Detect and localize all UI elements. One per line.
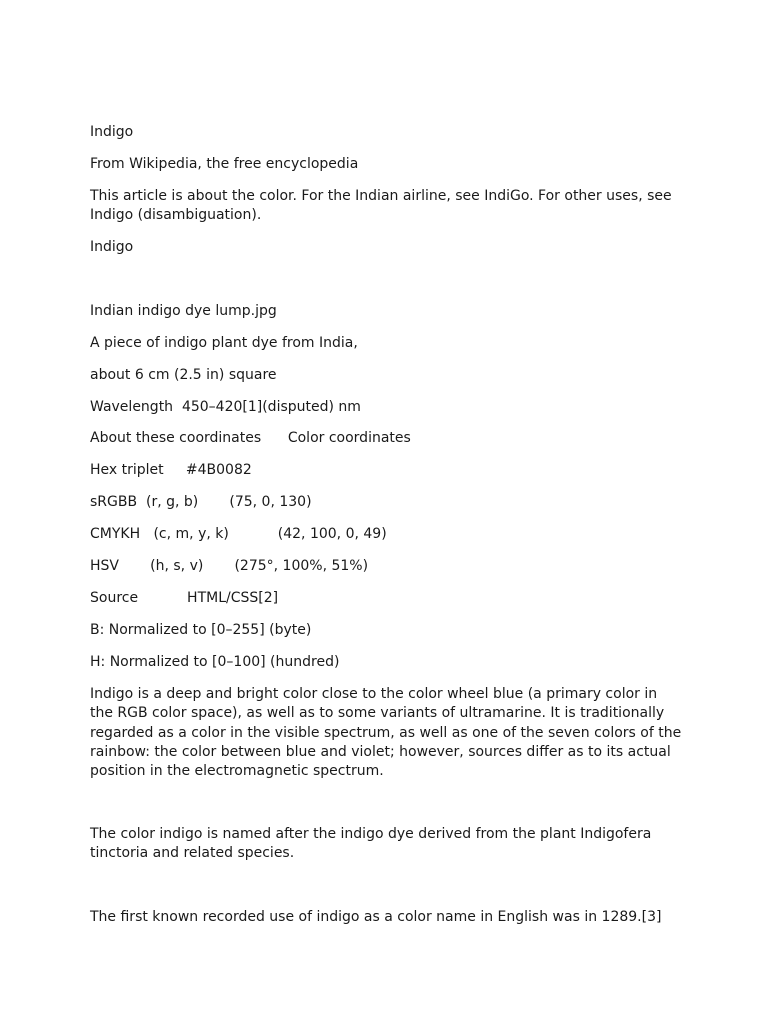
- body-paragraph: Indigo is a deep and bright color close to the color wheel blue (a primary color in the RGB color space), as well as to some variants of ultramarine. It is traditionally regarded as a color in the visible spectrum, as well as one of the seven colors of the rainbow: the color between blue and violet; however, sources differ as to its actual position in the electromagnetic spectrum.: [90, 686, 682, 780]
- infobox-hex: Hex triplet #4B0082: [90, 462, 252, 478]
- infobox-wavelength: Wavelength 450–420[1](disputed) nm: [90, 399, 361, 415]
- infobox-cmyk: CMYKH (c, m, y, k) (42, 100, 0, 49): [90, 526, 387, 542]
- page-title: Indigo: [90, 124, 134, 140]
- infobox-heading: Indigo: [90, 239, 134, 255]
- infobox-caption-line-2: about 6 cm (2.5 in) square: [90, 367, 277, 383]
- infobox-srgb: sRGBB (r, g, b) (75, 0, 130): [90, 494, 312, 510]
- infobox-image-name: Indian indigo dye lump.jpg: [90, 303, 277, 319]
- infobox-coords-header: About these coordinates Color coordinates: [90, 430, 411, 446]
- infobox-caption-line-1: A piece of indigo plant dye from India,: [90, 335, 358, 351]
- infobox-source: Source HTML/CSS[2]: [90, 590, 279, 606]
- source-line: From Wikipedia, the free encyclopedia: [90, 156, 359, 172]
- infobox-hsv: HSV (h, s, v) (275°, 100%, 51%): [90, 558, 369, 574]
- infobox-note-hundred: H: Normalized to [0–100] (hundred): [90, 654, 340, 670]
- hatnote: This article is about the color. For the Indian airline, see IndiGo. For other uses, see Indigo (disambiguation).: [90, 188, 672, 224]
- infobox-note-byte: B: Normalized to [0–255] (byte): [90, 622, 312, 638]
- body-paragraph: The first known recorded use of indigo as a color name in English was in 1289.[3]: [90, 909, 662, 925]
- body-paragraph: The color indigo is named after the indigo dye derived from the plant Indigofera tinctoria and related species.: [90, 826, 652, 862]
